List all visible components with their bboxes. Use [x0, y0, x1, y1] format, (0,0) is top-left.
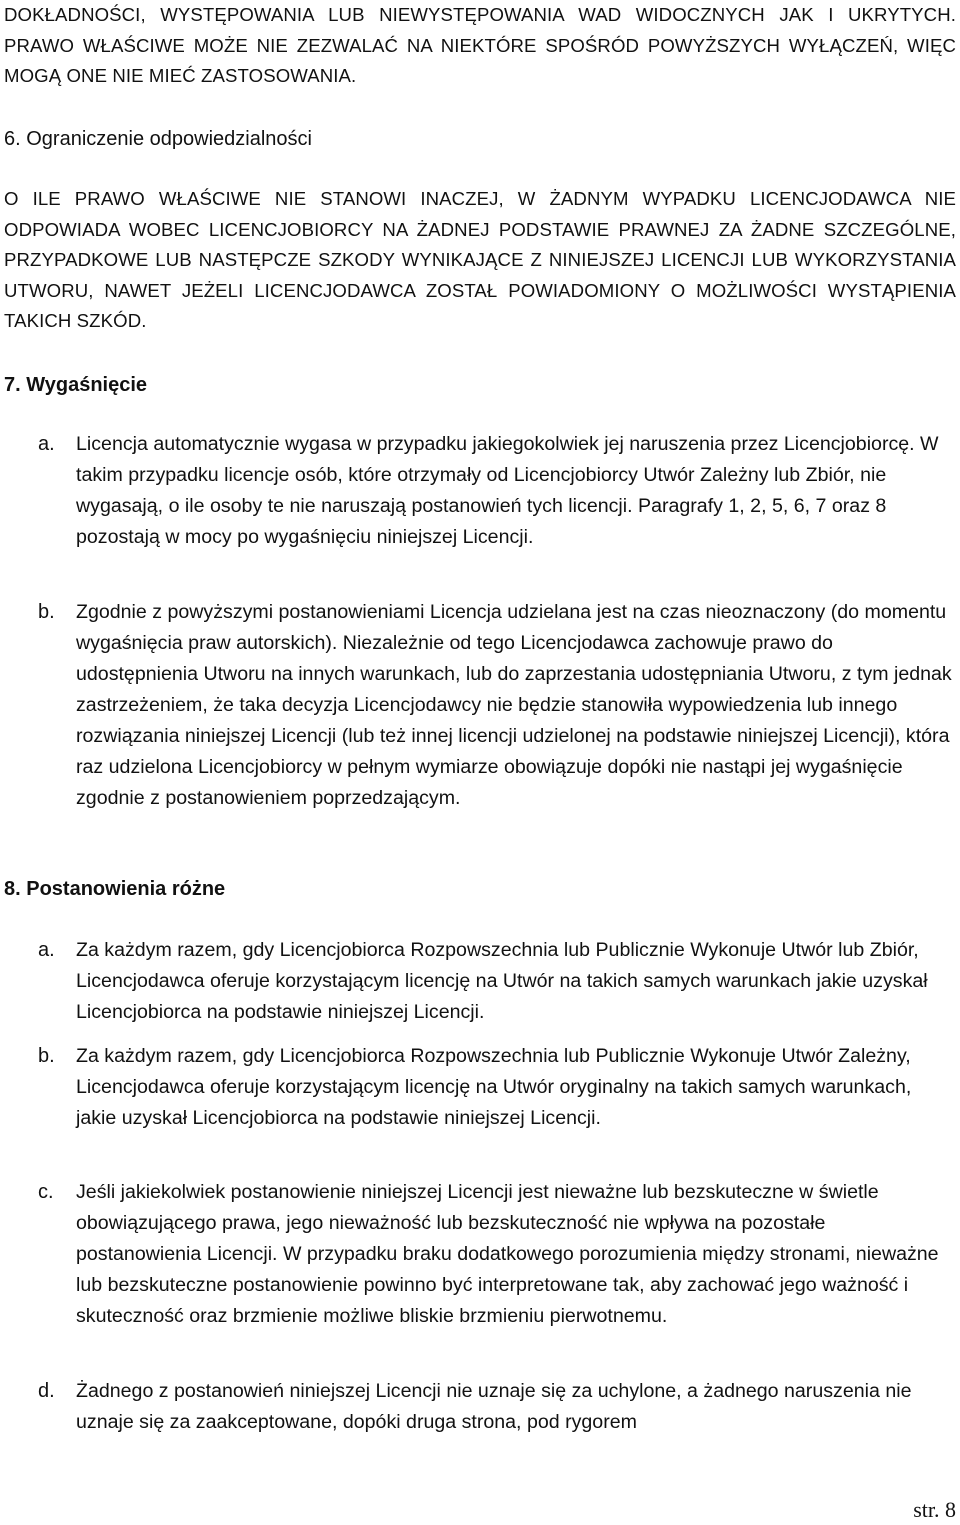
section-8-heading: 8. Postanowienia różne	[4, 878, 226, 900]
section-6-heading: 6. Ograniczenie odpowiedzialności	[4, 128, 312, 150]
list-item-text: Licencja automatycznie wygasa w przypadku jakiegokolwiek jej naruszenia przez Licencjobiorcę. W takim przypadku licencje osób, które otrzymały od Licencjobiorcy Utwór Zależny lub Zbiór, nie wygasają, o ile osoby te nie naruszają postanowień tych licencji. Paragrafy 1, 2, 5, 6, 7 oraz 8 pozostają w mocy po wygaśnięciu niniejszej Licencji.	[76, 433, 939, 548]
list-item-text: Zgodnie z powyższymi postanowieniami Licencja udzielana jest na czas nieoznaczony (do momentu wygaśnięcia praw autorskich). Niezależnie od tego Licencjodawca zachowuje prawo do udostępnienia Utworu na innych warunkach, lub do zaprzestania udostępniania Utworu, z tym jednak zastrzeżeniem, że taka decyzja Licencjodawcy nie będzie stanowiła wypowiedzenia lub innego rozwiązania niniejszej Licencji (lub też innej licencji udzielonej na podstawie niniejszej Licencji), która raz udzielona Licencjobiorcy w pełnym wymiarze obowiązuje dopóki nie nastąpi jej wygaśnięcie zgodnie z postanowieniem poprzedzającym.	[76, 601, 952, 809]
section-7-heading: 7. Wygaśnięcie	[4, 374, 148, 396]
section-6-paragraph: O ILE PRAWO WŁAŚCIWE NIE STANOWI INACZEJ, W ŻADNYM WYPADKU LICENCJODAWCA NIE ODPOWIADA WOBEC LICENCJOBIORCY NA ŻADNEJ PODSTAWIE PRAWNEJ ZA ŻADNE SZCZEGÓLNE, PRZYPADKOWE LUB NASTĘPCZE SZKODY WYNIKAJĄCE Z NINIEJSZEJ LICENCJI LUB WYKORZYSTANIA UTWORU, NAWET JEŻELI LICENCJODAWCA ZOSTAŁ POWIADOMIONY O MOŻLIWOŚCI WYSTĄPIENIA TAKICH SZKÓD.	[4, 188, 956, 331]
list-marker: b.	[38, 601, 55, 623]
list-marker: a.	[38, 939, 55, 961]
list-item-text: Jeśli jakiekolwiek postanowienie niniejszej Licencji jest nieważne lub bezskuteczne w świetle obowiązującego prawa, jego nieważność lub bezskuteczność nie wpływa na pozostałe postanowienia Licencji. W przypadku braku dodatkowego porozumienia między stronami, nieważne lub bezskuteczne postanowienie powinno być interpretowane tak, aby zachować jego ważność i skuteczność oraz brzmienie możliwe bliskie brzmieniu pierwotnemu.	[76, 1181, 939, 1327]
list-item-text: Żadnego z postanowień niniejszej Licencji nie uznaje się za uchylone, a żadnego naruszenia nie uznaje się za zaakceptowane, dopóki druga strona, pod rygorem	[76, 1380, 912, 1433]
list-marker: d.	[38, 1380, 55, 1402]
disclaimer-paragraph-end: DOKŁADNOŚCI, WYSTĘPOWANIA LUB NIEWYSTĘPOWANIA WAD WIDOCZNYCH JAK I UKRYTYCH. PRAWO WŁAŚCIWE MOŻE NIE ZEZWALAĆ NA NIEKTÓRE SPOŚRÓD POWYŻSZYCH WYŁĄCZEŃ, WIĘC MOGĄ ONE NIE MIEĆ ZASTOSOWANIA.	[4, 4, 956, 86]
list-marker: a.	[38, 433, 55, 455]
list-item-text: Za każdym razem, gdy Licencjobiorca Rozpowszechnia lub Publicznie Wykonuje Utwór Zależny, Licencjodawca oferuje korzystającym licencję na Utwór oryginalny na takich samych warunkach, jakie uzyskał Licencjobiorca na podstawie niniejszej Licencji.	[76, 1045, 912, 1129]
list-marker: b.	[38, 1045, 55, 1067]
list-item-text: Za każdym razem, gdy Licencjobiorca Rozpowszechnia lub Publicznie Wykonuje Utwór lub Zbiór, Licencjodawca oferuje korzystającym licencję na Utwór na takich samych warunkach jakie uzyskał Licencjobiorca na podstawie niniejszej Licencji.	[76, 939, 928, 1023]
page-number: str. 8	[913, 1497, 956, 1522]
list-marker: c.	[38, 1181, 54, 1203]
